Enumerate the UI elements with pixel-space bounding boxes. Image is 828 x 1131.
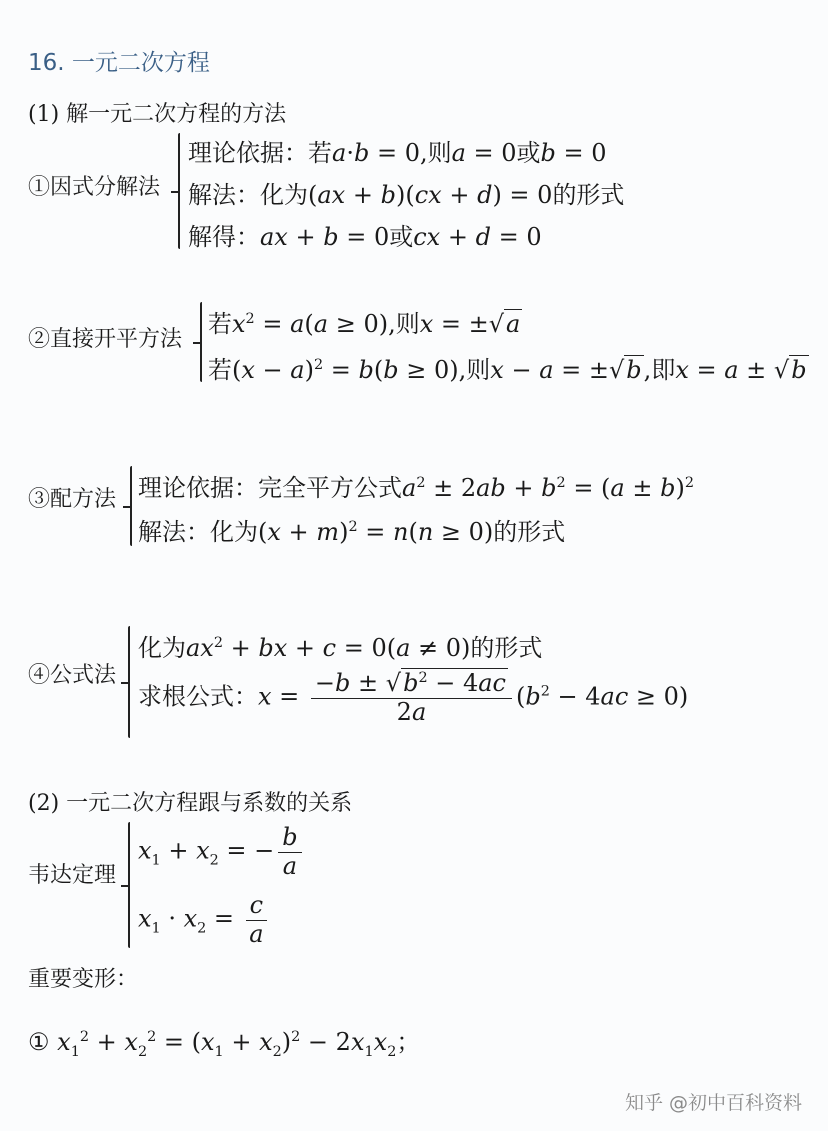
section2-heading: (2) 一元二次方程跟与系数的关系 — [28, 791, 353, 816]
complete-square-label: ③配方法 — [28, 487, 117, 512]
factor-line-result: 解得：ax + b = 0或cx + d = 0 — [188, 223, 542, 251]
formula-line-root: 求根公式：x = $\frac{-b \pm √b^2 - 4ac}{2a}$ $(b^2 - 4ac \ge 0)$ — [138, 669, 689, 726]
formula-brace — [128, 626, 130, 738]
sqrt-line-2: 若$(x - a)^2 = b(b \ge 0)$,则x − a = ±√b,即x = a ± √b — [208, 356, 807, 384]
root-formula-fraction: $\frac{-b \pm √b^2 - 4ac}{2a}$ — [311, 670, 512, 726]
transform-label: 重要变形： — [28, 967, 139, 992]
complete-square-brace — [130, 466, 132, 546]
watermark-text: 知乎 @初中百科资料 — [624, 1092, 802, 1114]
complete-square-line-method: 解法：化为$(x + m)^2 = n(n \ge 0)$的形式 — [138, 518, 566, 546]
factor-line-basis: 理论依据：若a·b = 0,则a = 0或b = 0 — [188, 139, 607, 167]
formula-line-form: 化为$ax^2$ + bx + c = 0(a ≠ 0)的形式 — [138, 634, 543, 662]
factor-method-label: ①因式分解法 — [28, 175, 161, 200]
section1-heading: (1) 解一元二次方程的方法 — [28, 102, 287, 127]
vieta-sum: $x_1 + x_2$ = − $\frac{b}{a}$ — [138, 824, 306, 880]
vieta-brace — [128, 822, 130, 948]
factor-line-method: 解法：化为(ax + b)(cx + d) = 0的形式 — [188, 181, 625, 209]
sqrt-line-1: 若$x^2 = a(a \ge 0)$,则x = ±√a — [208, 310, 521, 338]
formula-method-label: ④公式法 — [28, 663, 117, 688]
complete-square-line-basis: 理论依据：完全平方公式$a^2 \pm 2ab + b^2 = (a \pm b)^2$ — [138, 474, 695, 502]
transform-identity-1: ① $x_1^2 + x_2^2 = (x_1 + x_2)^2 - 2x_1x_2$； — [28, 1028, 421, 1060]
document-title: 16. 一元二次方程 — [28, 50, 210, 76]
sqrt-method-label: ②直接开平方法 — [28, 327, 183, 352]
sqrt-brace — [200, 302, 202, 382]
vieta-label: 韦达定理 — [28, 863, 117, 888]
factor-brace — [178, 133, 180, 249]
vieta-product: $x_1 \cdot x_2$ = $\frac{c}{a}$ — [138, 892, 271, 948]
